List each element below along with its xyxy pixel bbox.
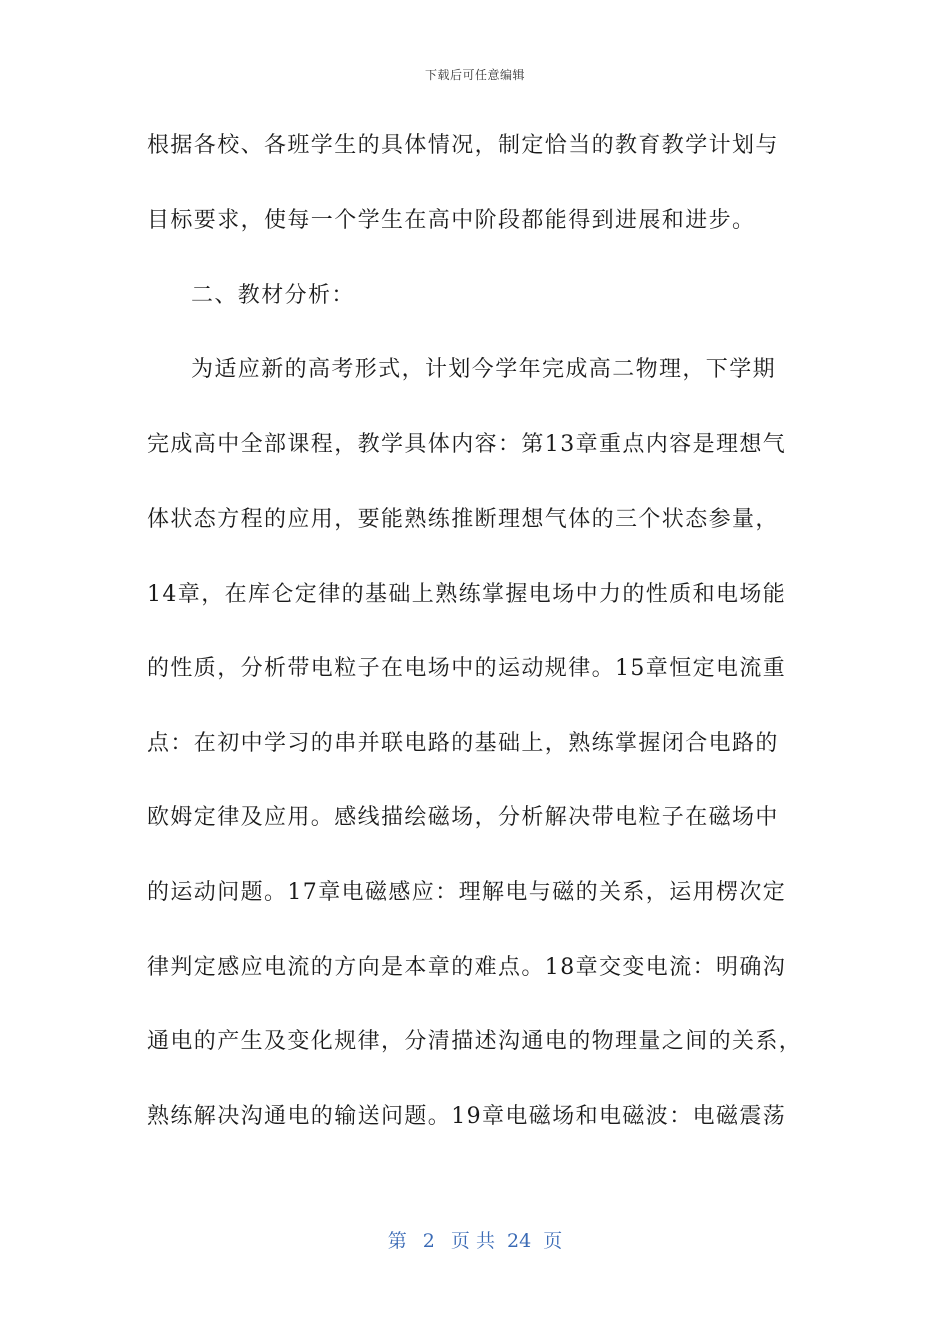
text-line-9: 点：在初中学习的串并联电路的基础上，熟练掌握闭合电路的: [147, 731, 779, 756]
footer-suffix: 页: [543, 1230, 563, 1252]
text-line-4: 为适应新的高考形式，计划今学年完成高二物理，下学期: [191, 357, 777, 382]
text-line-8: 的性质，分析带电粒子在电场中的运动规律。15章恒定电流重: [147, 656, 787, 681]
footer-prefix: 第: [387, 1230, 407, 1252]
text-line-7: 14章，在库仑定律的基础上熟练掌握电场中力的性质和电场能: [147, 582, 787, 607]
page-header: 下载后可任意编辑: [424, 68, 525, 82]
text-line-13: 通电的产生及变化规律，分清描述沟通电的物理量之间的关系，: [147, 1029, 803, 1054]
section-heading: 二、教材分析：: [191, 283, 355, 308]
text-line-2: 目标要求，使每一个学生在高中阶段都能得到进展和进步。: [147, 208, 756, 233]
text-line-11: 的运动问题。17章电磁感应：理解电与磁的关系，运用楞次定: [147, 880, 787, 905]
footer-middle: 页 共: [450, 1230, 495, 1252]
text-line-14: 熟练解决沟通电的输送问题。19章电磁场和电磁波：电磁震荡: [147, 1104, 787, 1129]
footer-page-number: 2: [422, 1230, 435, 1252]
page-footer: [0, 1226, 950, 1253]
text-line-5: 完成高中全部课程，教学具体内容：第13章重点内容是理想气: [147, 432, 787, 457]
text-line-10: 欧姆定律及应用。感线描绘磁场，分析解决带电粒子在磁场中: [147, 805, 779, 830]
text-line-1: 根据各校、各班学生的具体情况，制定恰当的教育教学计划与: [147, 133, 779, 158]
text-line-6: 体状态方程的应用，要能熟练推断理想气体的三个状态参量，: [147, 507, 779, 532]
footer-total-pages: 24: [507, 1230, 532, 1252]
text-line-12: 律判定感应电流的方向是本章的难点。18章交变电流：明确沟: [147, 955, 787, 980]
